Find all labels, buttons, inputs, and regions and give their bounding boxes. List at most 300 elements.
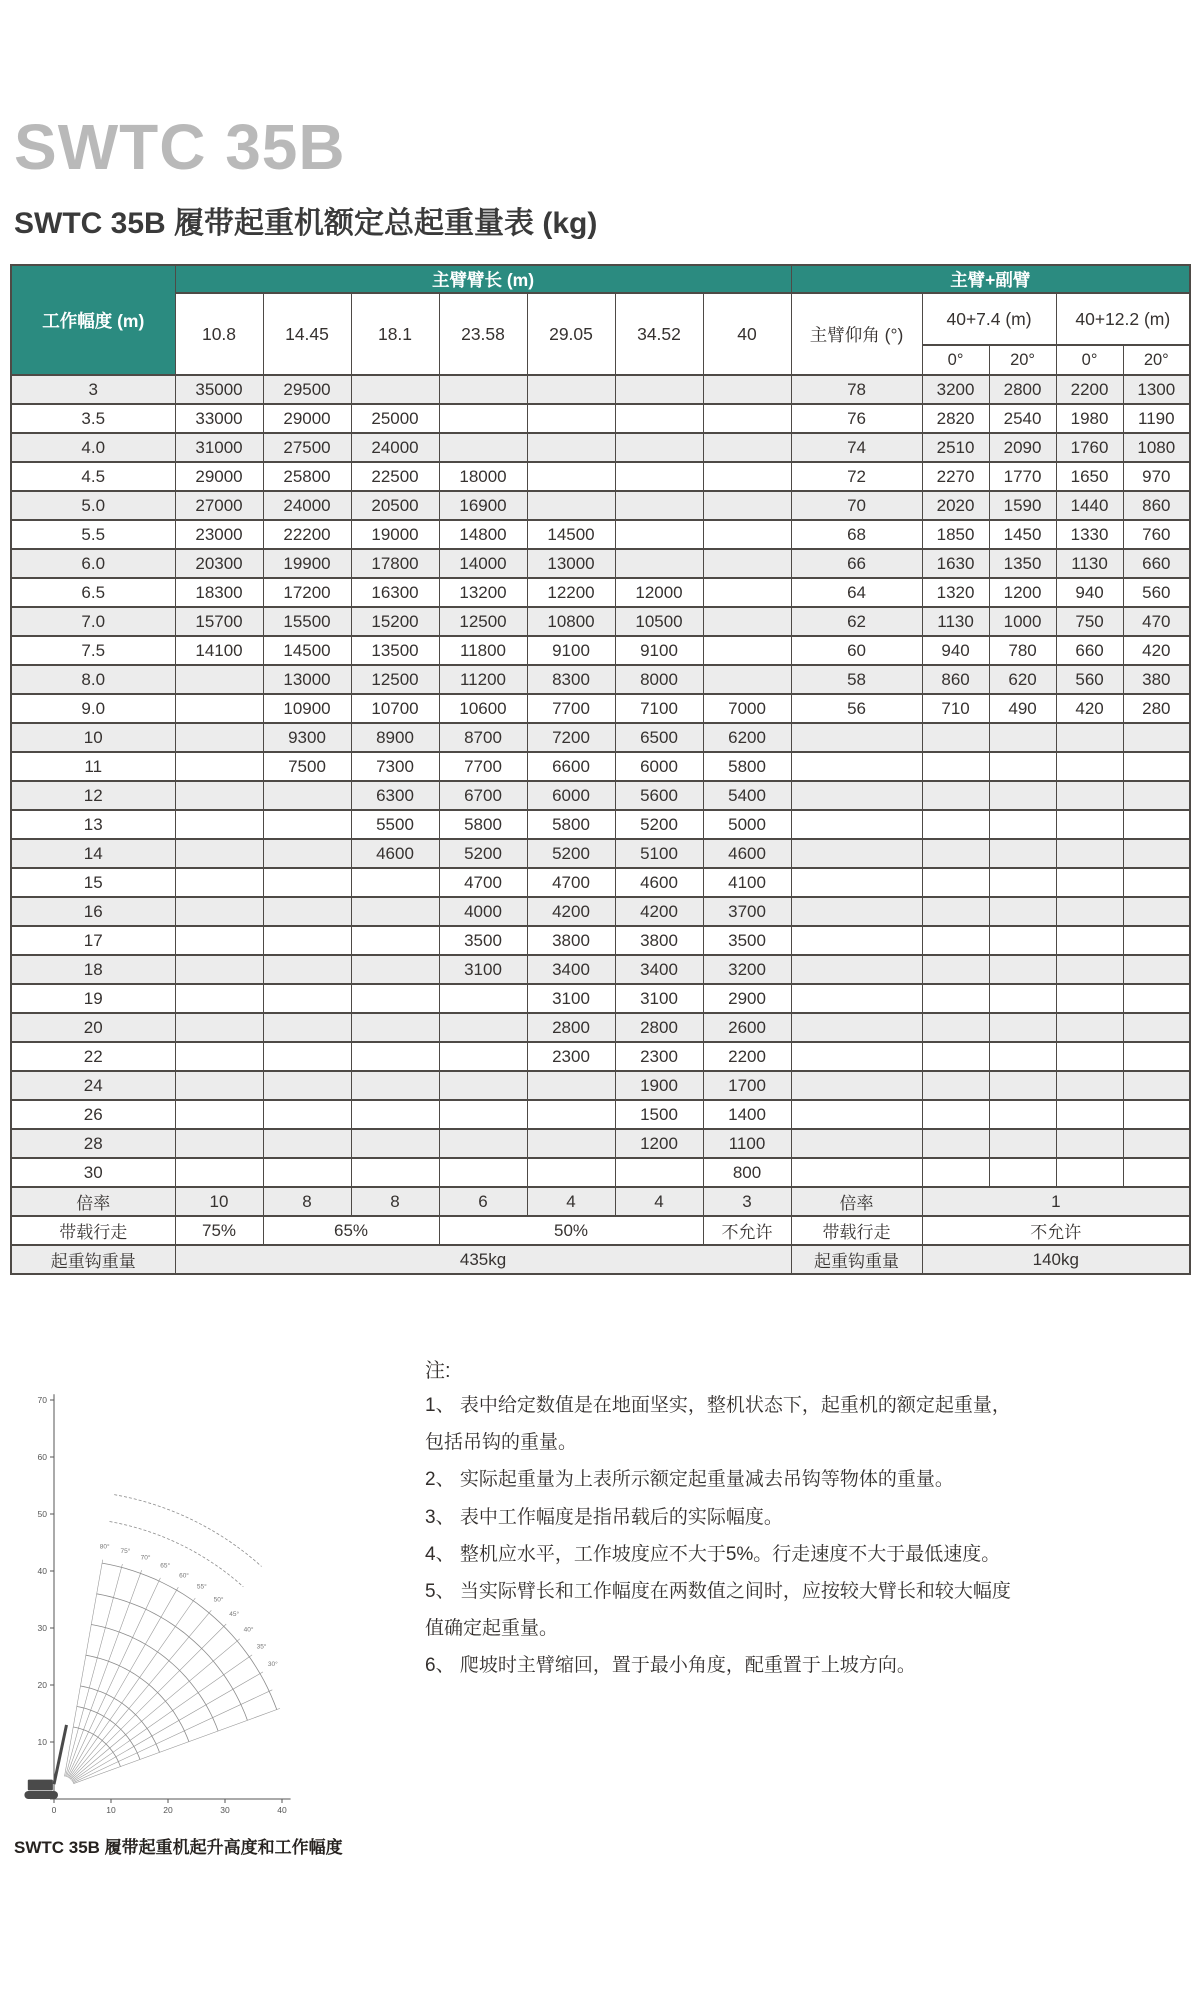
capacity-cell: 12500 [351,665,439,694]
radius-cell: 19 [11,984,175,1013]
radius-cell: 10 [11,723,175,752]
jib-capacity-cell: 380 [1123,665,1190,694]
jib-capacity-cell [989,1129,1056,1158]
jib-capacity-cell: 750 [1056,607,1123,636]
jib-capacity-cell [1056,984,1123,1013]
svg-text:0: 0 [51,1805,57,1816]
capacity-cell: 3400 [615,955,703,984]
capacity-cell [615,491,703,520]
capacity-cell: 5600 [615,781,703,810]
jib-capacity-cell [922,1100,989,1129]
angle-cell [791,781,922,810]
jib-config-header: 40+7.4 (m) [922,293,1056,345]
jib-capacity-cell [922,781,989,810]
table-title: SWTC 35B 履带起重机额定总起重量表 (kg) [14,207,598,241]
hook-row [11,1245,1190,1274]
capacity-cell [351,1071,439,1100]
capacity-cell [703,404,791,433]
table-row [11,636,1190,665]
capacity-cell: 12200 [527,578,615,607]
svg-text:70: 70 [37,1395,47,1406]
capacity-cell: 10800 [527,607,615,636]
jib-capacity-cell: 780 [989,636,1056,665]
jib-capacity-cell: 470 [1123,607,1190,636]
capacity-cell [263,984,351,1013]
angle-cell: 72 [791,462,922,491]
capacity-cell [175,781,263,810]
capacity-cell [527,491,615,520]
jib-capacity-cell [1056,926,1123,955]
table-row [11,839,1190,868]
table-row [11,897,1190,926]
angle-cell [791,1158,922,1187]
capacity-cell [175,984,263,1013]
capacity-cell [351,926,439,955]
angle-cell [791,868,922,897]
capacity-cell: 5800 [703,752,791,781]
table-row [11,433,1190,462]
jib-capacity-cell: 1650 [1056,462,1123,491]
jib-capacity-cell: 1190 [1123,404,1190,433]
capacity-cell: 6200 [703,723,791,752]
travel-cell: 不允许 [703,1216,791,1245]
bottom-section [0,1355,1200,1858]
capacity-cell: 1900 [615,1071,703,1100]
table-row [11,375,1190,404]
capacity-cell [263,1158,351,1187]
jib-capacity-cell [922,723,989,752]
ratio-cell: 4 [527,1187,615,1216]
capacity-cell [351,1042,439,1071]
angle-cell: 68 [791,520,922,549]
boom-length-header: 34.52 [615,293,703,375]
capacity-cell: 7700 [527,694,615,723]
capacity-cell [615,520,703,549]
radius-cell: 6.0 [11,549,175,578]
angle-cell: 76 [791,404,922,433]
capacity-cell: 6500 [615,723,703,752]
travel-cell: 65% [263,1216,439,1245]
capacity-cell [263,868,351,897]
jib-capacity-cell: 1130 [922,607,989,636]
radius-cell: 15 [11,868,175,897]
capacity-cell: 5100 [615,839,703,868]
jib-capacity-cell [989,1100,1056,1129]
jib-capacity-cell: 2090 [989,433,1056,462]
capacity-cell: 14500 [263,636,351,665]
capacity-cell [615,375,703,404]
capacity-cell: 10500 [615,607,703,636]
capacity-cell [527,462,615,491]
angle-cell [791,897,922,926]
jib-angle-header: 0° [922,345,989,375]
capacity-cell: 16300 [351,578,439,607]
capacity-cell: 29000 [175,462,263,491]
capacity-cell: 13000 [263,665,351,694]
jib-capacity-cell: 1200 [989,578,1056,607]
jib-angle-header: 20° [989,345,1056,375]
angle-cell [791,984,922,1013]
travel-row [11,1216,1190,1245]
capacity-cell [527,1071,615,1100]
capacity-cell [703,665,791,694]
jib-capacity-cell: 2540 [989,404,1056,433]
jib-capacity-cell [989,1013,1056,1042]
travel-cell: 50% [439,1216,703,1245]
jib-capacity-cell: 1320 [922,578,989,607]
angle-cell [791,839,922,868]
note-item: 4、 整机应水平，工作坡度应不大于5%。行走速度不大于最低速度。 [425,1543,1001,1565]
jib-capacity-cell [1056,1013,1123,1042]
table-row [11,578,1190,607]
radius-cell: 14 [11,839,175,868]
capacity-cell: 3500 [439,926,527,955]
row-label: 起重钩重量 [791,1245,922,1274]
svg-text:30: 30 [220,1805,230,1816]
capacity-cell: 1700 [703,1071,791,1100]
angle-cell: 70 [791,491,922,520]
jib-capacity-cell [1123,752,1190,781]
jib-capacity-cell: 490 [989,694,1056,723]
boom-angle-header: 主臂仰角 (°) [791,293,922,375]
capacity-cell: 3200 [703,955,791,984]
capacity-cell [439,433,527,462]
svg-text:45°: 45° [229,1611,240,1619]
capacity-cell: 1500 [615,1100,703,1129]
radius-cell: 30 [11,1158,175,1187]
radius-cell: 9.0 [11,694,175,723]
jib-capacity-cell: 1980 [1056,404,1123,433]
jib-capacity-cell [989,810,1056,839]
jib-capacity-cell: 2270 [922,462,989,491]
notes-title: 注: [425,1360,451,1383]
jib-capacity-cell [989,868,1056,897]
table-row [11,752,1190,781]
jib-capacity-cell: 940 [922,636,989,665]
capacity-cell [351,1129,439,1158]
jib-capacity-cell: 2020 [922,491,989,520]
jib-capacity-cell [1056,1042,1123,1071]
radius-cell: 17 [11,926,175,955]
travel-cell: 不允许 [922,1216,1190,1245]
jib-capacity-cell: 420 [1056,694,1123,723]
jib-capacity-cell [1056,810,1123,839]
capacity-cell [439,984,527,1013]
capacity-cell [703,607,791,636]
capacity-cell: 3800 [615,926,703,955]
angle-cell [791,926,922,955]
capacity-cell [439,375,527,404]
capacity-cell [351,868,439,897]
capacity-cell: 13500 [351,636,439,665]
jib-capacity-cell [922,1071,989,1100]
radius-header: 工作幅度 (m) [11,265,175,375]
svg-text:30°: 30° [267,1661,278,1669]
capacity-cell: 11200 [439,665,527,694]
capacity-cell [175,1100,263,1129]
capacity-cell: 15200 [351,607,439,636]
note-item: 6、 爬坡时主臂缩回，置于最小角度，配重置于上坡方向。 [425,1654,916,1676]
radius-cell: 12 [11,781,175,810]
jib-capacity-cell [1123,868,1190,897]
jib-capacity-cell [989,839,1056,868]
jib-capacity-cell [1123,926,1190,955]
svg-text:50: 50 [37,1509,47,1520]
jib-capacity-cell: 3200 [922,375,989,404]
ratio-cell: 8 [351,1187,439,1216]
jib-capacity-cell [922,1129,989,1158]
capacity-cell: 6600 [527,752,615,781]
capacity-cell: 5000 [703,810,791,839]
angle-cell: 62 [791,607,922,636]
capacity-cell: 11800 [439,636,527,665]
angle-cell: 74 [791,433,922,462]
capacity-cell: 10700 [351,694,439,723]
jib-angle-header: 0° [1056,345,1123,375]
jib-capacity-cell [989,955,1056,984]
chart-block [0,1355,425,1858]
jib-capacity-cell [922,1013,989,1042]
table-row [11,810,1190,839]
jib-capacity-cell [1123,810,1190,839]
jib-capacity-cell: 2510 [922,433,989,462]
capacity-cell [439,404,527,433]
svg-text:55°: 55° [196,1584,207,1592]
product-title: SWTC 35B [14,111,346,183]
jib-capacity-cell [922,926,989,955]
table-row [11,1013,1190,1042]
capacity-cell: 4000 [439,897,527,926]
capacity-table [10,264,1191,1275]
capacity-cell [263,839,351,868]
jib-capacity-cell [1056,1071,1123,1100]
capacity-cell [351,897,439,926]
capacity-cell: 15500 [263,607,351,636]
capacity-cell: 8700 [439,723,527,752]
boom-length-header: 40 [703,293,791,375]
jib-capacity-cell [1123,1042,1190,1071]
boom-length-header: 18.1 [351,293,439,375]
svg-text:60: 60 [37,1452,47,1463]
capacity-cell: 3500 [703,926,791,955]
angle-cell: 56 [791,694,922,723]
capacity-cell [263,810,351,839]
capacity-cell [175,1129,263,1158]
capacity-cell: 4700 [527,868,615,897]
radius-cell: 4.0 [11,433,175,462]
jib-capacity-cell: 620 [989,665,1056,694]
capacity-cell: 3700 [703,897,791,926]
radius-cell: 6.5 [11,578,175,607]
table-row [11,926,1190,955]
boom-length-header: 29.05 [527,293,615,375]
capacity-cell: 27000 [175,491,263,520]
capacity-cell [175,665,263,694]
capacity-cell [439,1071,527,1100]
capacity-cell [351,1158,439,1187]
capacity-cell [175,1042,263,1071]
capacity-cell: 19900 [263,549,351,578]
table-row [11,491,1190,520]
capacity-cell: 3800 [527,926,615,955]
jib-capacity-cell [922,868,989,897]
jib-capacity-cell [989,926,1056,955]
capacity-cell: 4600 [703,839,791,868]
jib-capacity-cell [922,1042,989,1071]
table-row [11,607,1190,636]
capacity-cell: 8900 [351,723,439,752]
radius-cell: 20 [11,1013,175,1042]
table-row [11,404,1190,433]
capacity-cell: 7200 [527,723,615,752]
jib-capacity-cell: 1330 [1056,520,1123,549]
capacity-cell: 23000 [175,520,263,549]
jib-capacity-cell [1056,1158,1123,1187]
capacity-cell [175,1071,263,1100]
note-item: 5、 当实际臂长和工作幅度在两数值之间时，应按较大臂长和较大幅度值确定起重量。 [425,1580,1011,1639]
capacity-cell [175,723,263,752]
angle-cell [791,955,922,984]
jib-capacity-cell [989,1071,1056,1100]
jib-capacity-cell [1123,1158,1190,1187]
table-row [11,520,1190,549]
capacity-cell: 6300 [351,781,439,810]
capacity-cell: 4100 [703,868,791,897]
angle-cell [791,1013,922,1042]
capacity-cell: 14800 [439,520,527,549]
capacity-cell [175,1013,263,1042]
svg-text:35°: 35° [256,1643,267,1651]
jib-capacity-cell: 1000 [989,607,1056,636]
capacity-cell: 2600 [703,1013,791,1042]
capacity-cell: 13000 [527,549,615,578]
capacity-cell: 33000 [175,404,263,433]
radius-cell: 24 [11,1071,175,1100]
ratio-cell: 4 [615,1187,703,1216]
capacity-cell: 13200 [439,578,527,607]
jib-capacity-cell: 760 [1123,520,1190,549]
jib-capacity-cell [989,723,1056,752]
jib-capacity-cell [922,955,989,984]
capacity-cell [263,1013,351,1042]
svg-text:20: 20 [37,1680,47,1691]
table-row [11,1158,1190,1187]
svg-text:70°: 70° [140,1554,151,1562]
capacity-cell [263,897,351,926]
capacity-cell [703,636,791,665]
jib-group-header: 主臂+副臂 [791,265,1190,293]
capacity-cell: 2800 [527,1013,615,1042]
row-label: 带载行走 [11,1216,175,1245]
capacity-cell: 7300 [351,752,439,781]
capacity-cell: 10600 [439,694,527,723]
capacity-cell: 17800 [351,549,439,578]
jib-capacity-cell: 560 [1056,665,1123,694]
radius-cell: 13 [11,810,175,839]
angle-cell [791,810,922,839]
note-item: 2、 实际起重量为上表所示额定起重量减去吊钩等物体的重量。 [425,1469,954,1491]
jib-capacity-cell: 1590 [989,491,1056,520]
jib-capacity-cell [1123,984,1190,1013]
capacity-cell [615,404,703,433]
capacity-cell [439,1158,527,1187]
jib-config-header: 40+12.2 (m) [1056,293,1190,345]
capacity-cell: 29500 [263,375,351,404]
capacity-cell: 8000 [615,665,703,694]
capacity-cell: 8300 [527,665,615,694]
capacity-cell: 3100 [439,955,527,984]
ratio-cell: 1 [922,1187,1190,1216]
capacity-cell [175,810,263,839]
capacity-cell: 7000 [703,694,791,723]
capacity-cell [703,520,791,549]
jib-capacity-cell [1123,1129,1190,1158]
jib-capacity-cell [922,752,989,781]
capacity-cell [175,752,263,781]
angle-cell: 60 [791,636,922,665]
jib-capacity-cell [1123,897,1190,926]
note-item: 1、 表中给定数值是在地面坚实，整机状态下，起重机的额定起重量，包括吊钩的重量。 [425,1395,1011,1454]
angle-cell: 64 [791,578,922,607]
table-row [11,723,1190,752]
capacity-cell [351,375,439,404]
capacity-cell: 25000 [351,404,439,433]
capacity-cell [615,433,703,462]
jib-capacity-cell: 1760 [1056,433,1123,462]
row-label: 倍率 [791,1187,922,1216]
angle-cell: 58 [791,665,922,694]
capacity-cell: 2300 [615,1042,703,1071]
jib-capacity-cell [1123,839,1190,868]
capacity-cell [615,462,703,491]
svg-text:30: 30 [37,1623,47,1634]
jib-capacity-cell: 710 [922,694,989,723]
working-range-chart [14,1375,354,1827]
capacity-cell [439,1100,527,1129]
capacity-cell [175,926,263,955]
jib-capacity-cell: 2200 [1056,375,1123,404]
capacity-cell: 7100 [615,694,703,723]
capacity-cell [527,1129,615,1158]
table-row [11,1071,1190,1100]
note-item: 3、 表中工作幅度是指吊载后的实际幅度。 [425,1506,783,1528]
capacity-cell: 3100 [527,984,615,1013]
capacity-cell: 1100 [703,1129,791,1158]
capacity-cell: 35000 [175,375,263,404]
capacity-cell: 9300 [263,723,351,752]
radius-cell: 22 [11,1042,175,1071]
jib-capacity-cell [922,897,989,926]
jib-capacity-cell [1056,897,1123,926]
capacity-cell: 14500 [527,520,615,549]
svg-text:40: 40 [277,1805,287,1816]
table-row [11,1100,1190,1129]
capacity-cell: 17200 [263,578,351,607]
jib-capacity-cell: 1850 [922,520,989,549]
capacity-cell [703,549,791,578]
jib-capacity-cell [922,810,989,839]
table-row [11,549,1190,578]
capacity-cell: 6700 [439,781,527,810]
capacity-cell: 2900 [703,984,791,1013]
hook-cell: 140kg [922,1245,1190,1274]
notes-list [425,1387,1025,1683]
capacity-cell: 9100 [527,636,615,665]
ratio-cell: 6 [439,1187,527,1216]
jib-capacity-cell [1056,868,1123,897]
capacity-cell: 4700 [439,868,527,897]
row-label: 倍率 [11,1187,175,1216]
